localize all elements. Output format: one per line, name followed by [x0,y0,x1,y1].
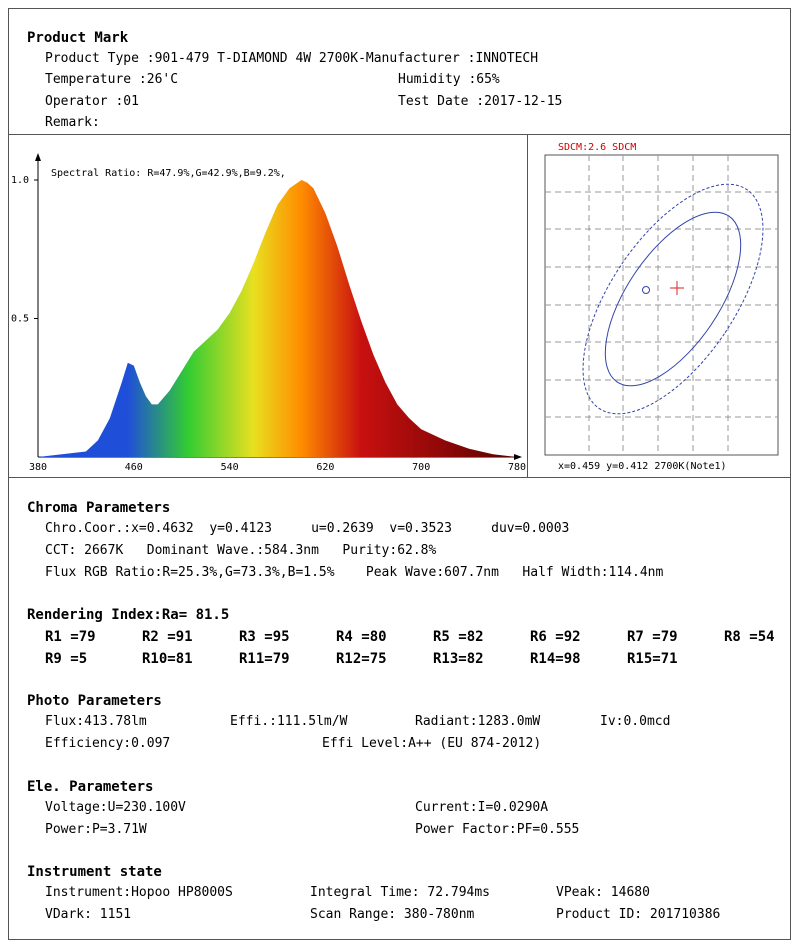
r10: R10=81 [142,651,193,667]
rendering-heading: Rendering Index:Ra= 81.5 [27,607,230,623]
sdcm-outer-ellipse [548,155,790,443]
y-axis-arrow [35,153,41,161]
x-tick-label: 700 [412,462,431,473]
r2: R2 =91 [142,629,193,645]
r13: R13=82 [433,651,484,667]
effi-level: Effi Level:A++ (EU 874-2012) [322,736,542,751]
target-cross [670,281,684,295]
r8: R8 =54 [724,629,775,645]
chroma-heading: Chroma Parameters [27,500,171,516]
x-tick-label: 540 [220,462,239,473]
r1: R1 =79 [45,629,96,645]
humidity: Humidity :65% [398,72,500,87]
r11: R11=79 [239,651,290,667]
x-tick-label: 780 [507,462,527,473]
product-type: Product Type :901-479 T-DIAMOND 4W 2700K-Manufacturer :INNOTECH [45,51,539,66]
x-tick-label: 620 [316,462,335,473]
x-tick-label: 460 [124,462,143,473]
flux-rgb-line: Flux RGB Ratio:R=25.3%,G=73.3%,B=1.5% Peak Wave:607.7nm Half Width:114.4nm [45,565,664,580]
r12: R12=75 [336,651,387,667]
spectral-ratio-label: Spectral Ratio: R=47.9%,G=42.9%,B=9.2%, [51,168,286,179]
x-tick-label: 380 [28,462,48,473]
spectrum-chart [9,135,527,477]
r9: R9 =5 [45,651,88,667]
efficacy: Effi.:111.5lm/W [230,714,348,729]
radiant: Radiant:1283.0mW [415,714,541,729]
product-mark-heading: Product Mark [27,30,129,46]
sdcm-title: SDCM:2.6 SDCM [558,142,637,153]
voltage: Voltage:U=230.100V [45,800,186,815]
r5: R5 =82 [433,629,484,645]
instrument-heading: Instrument state [27,864,162,880]
r15: R15=71 [627,651,678,667]
r6: R6 =92 [530,629,581,645]
test-date: Test Date :2017-12-15 [398,94,563,109]
flux: Flux:413.78lm [45,714,147,729]
chromaticity-readout: x=0.459 y=0.412 2700K(Note1) [558,461,727,472]
cie-grid [545,155,778,455]
y-tick-label: 0.5 [11,313,30,325]
iv: Iv:0.0mcd [600,714,671,729]
current: Current:I=0.0290A [415,800,549,815]
product-id: Product ID: 201710386 [556,907,721,922]
cie-chart [528,135,790,477]
operator: Operator :01 [45,94,139,109]
remark: Remark: [45,115,100,130]
cie-panel [527,134,791,478]
r14: R14=98 [530,651,581,667]
measured-point [643,287,650,294]
r4: R4 =80 [336,629,387,645]
spectrum-panel [8,134,528,478]
instrument: Instrument:Hopoo HP8000S [45,885,233,900]
power-factor: Power Factor:PF=0.555 [415,822,580,837]
integral-time: Integral Time: 72.794ms [310,885,491,900]
spectrum-area [38,180,517,457]
vpeak: VPeak: 14680 [556,885,650,900]
scan-range: Scan Range: 380-780nm [310,907,475,922]
photo-heading: Photo Parameters [27,693,162,709]
power: Power:P=3.71W [45,822,147,837]
r3: R3 =95 [239,629,290,645]
vdark: VDark: 1151 [45,907,132,922]
cct-line: CCT: 2667K Dominant Wave.:584.3nm Purity:62.8% [45,543,437,558]
temperature: Temperature :26'C [45,72,179,87]
efficiency: Efficiency:0.097 [45,736,171,751]
sdcm-inner-ellipse [579,190,767,407]
chroma-coordinates: Chro.Coor.:x=0.4632 y=0.4123 u=0.2639 v=0.3523 duv=0.0003 [45,521,570,536]
r7: R7 =79 [627,629,678,645]
y-tick-label: 1.0 [11,175,30,186]
ele-heading: Ele. Parameters [27,779,154,795]
